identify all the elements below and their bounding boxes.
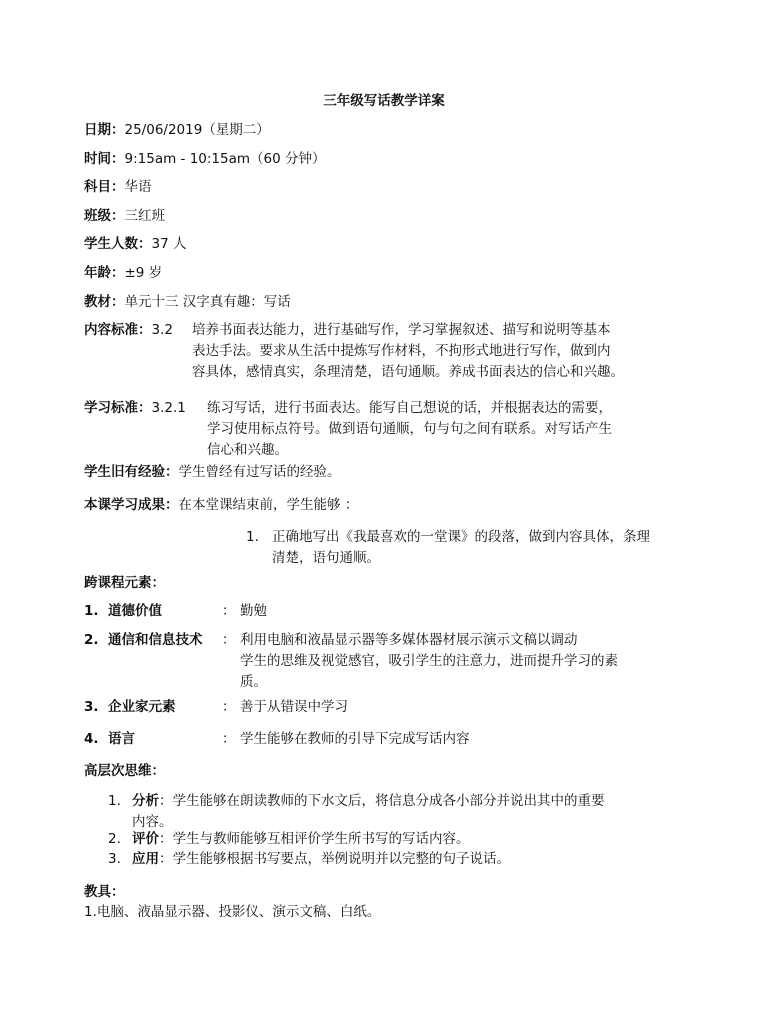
class-row (84, 206, 165, 226)
outcomes-intro: 在本堂课结束前，学生能够 ： (178, 497, 359, 513)
date-label: 日期： (84, 122, 125, 138)
higher-order-label: 高层次思维： (84, 763, 165, 779)
teaching-aids-value: 1.电脑、液晶显示器、投影仪、演示文稿、白纸。 (84, 904, 381, 920)
content-standard-line: 培养书面表达能力，进行基础写作，学习掌握叙述、描写和说明等基本 (192, 322, 611, 338)
higher-order-item-label: 评价 (132, 831, 159, 847)
date-value: 25/06/2019（星期二） (124, 122, 270, 138)
higher-order-item-label: 应用 (132, 851, 159, 867)
outcomes-label: 本课学习成果： (84, 497, 179, 513)
cross-item-number: 3. (84, 699, 99, 715)
prior-experience-label: 学生旧有经验： (84, 464, 179, 480)
cross-item-2 (84, 630, 99, 650)
learning-standard-line: 信心和兴趣。 (207, 442, 288, 458)
cross-item-line: 利用电脑和液晶显示器等多媒体器材展示演示文稿以调动 (240, 632, 578, 648)
learning-standard-text (207, 398, 687, 461)
higher-order-item-text: ：学生与教师能够互相评价学生所书写的写话内容。 (159, 831, 470, 847)
cross-item-number: 4. (84, 731, 99, 747)
age-label: 年龄： (84, 265, 125, 281)
outcomes-item-text (272, 527, 712, 569)
learning-standard-label-row (84, 398, 186, 418)
higher-order-number: 1. (108, 793, 121, 809)
learning-standard-line: 练习写话，进行书面表达。能写自己想说的话，并根据表达的需要， (207, 400, 612, 416)
cross-item-label: 语言 (108, 731, 135, 747)
higher-order-item-2 (132, 829, 692, 850)
age-row (84, 263, 162, 283)
outcomes-line: 清楚，语句通顺。 (272, 550, 380, 566)
subject-label: 科目： (84, 179, 125, 195)
subject-row (84, 177, 152, 197)
cross-item-text: 学生能够在教师的引导下完成写话内容 (240, 731, 470, 747)
outcomes-row (84, 495, 358, 515)
cross-item-number: 2. (84, 632, 99, 648)
cross-item-label: 企业家元素 (108, 699, 176, 715)
cross-item-1 (84, 601, 99, 621)
document-title: 三年级写话教学详案 (323, 93, 445, 109)
time-row (84, 149, 326, 169)
higher-order-number: 3. (108, 851, 121, 867)
outcomes-item-number: 1. (246, 529, 259, 545)
cross-item-colon: ： (222, 632, 236, 648)
cross-item-number: 1. (84, 603, 99, 619)
students-row (84, 234, 186, 254)
cross-item-3 (84, 697, 99, 717)
content-standard-line: 容具体，感情真实，条理清楚，语句通顺。养成书面表达的信心和兴趣。 (192, 364, 624, 380)
cross-item-label: 道德价值 (108, 603, 162, 619)
material-label: 教材： (84, 294, 125, 310)
higher-order-item-label: 分析 (132, 793, 159, 809)
higher-order-heading (84, 761, 165, 781)
learning-standard-label: 学习标准： (84, 400, 152, 416)
higher-order-item-3 (132, 849, 692, 870)
prior-experience-value: 学生曾经有过写话的经验。 (178, 464, 341, 480)
content-standard-text (192, 320, 692, 383)
content-standard-label: 内容标准： (84, 322, 152, 338)
outcomes-line: 正确地写出《我最喜欢的一堂课》的段落，做到内容具体，条理 (272, 529, 650, 545)
cross-item-colon: ： (222, 731, 236, 747)
students-label: 学生人数： (84, 236, 152, 252)
cross-item-line: 学生的思维及视觉感官，吸引学生的注意力，进而提升学习的素 (240, 653, 618, 669)
cross-item-text (240, 630, 700, 693)
class-value: 三红班 (124, 208, 165, 224)
cross-curricular-label: 跨课程元素： (84, 575, 165, 591)
material-value: 单元十三 汉字真有趣：写话 (124, 294, 291, 310)
class-label: 班级： (84, 208, 125, 224)
cross-curricular-heading (84, 573, 165, 593)
higher-order-item-text: ：学生能够根据书写要点，举例说明并以完整的句子说话。 (159, 851, 510, 867)
cross-item-4 (84, 729, 99, 749)
learning-standard-line: 学习使用标点符号。做到语句通顺，句与句之间有联系。对写话产生 (207, 421, 612, 437)
higher-order-item-cont: 内容。 (132, 814, 173, 830)
cross-item-colon: ： (222, 699, 236, 715)
cross-item-label: 通信和信息技术 (108, 632, 203, 648)
cross-item-line: 质。 (240, 674, 267, 690)
cross-item-colon: ： (222, 603, 236, 619)
content-standard-label-row (84, 320, 173, 340)
learning-standard-code: 3.2.1 (151, 400, 186, 416)
higher-order-item-text: ：学生能够在朗读教师的下水文后，将信息分成各小部分并说出其中的重要 (159, 793, 605, 809)
content-standard-code: 3.2 (151, 322, 173, 338)
material-row (84, 292, 291, 312)
prior-experience-row (84, 462, 341, 482)
higher-order-number: 2. (108, 831, 121, 847)
teaching-aids-heading (84, 882, 125, 902)
time-value: 9:15am - 10:15am（60 分钟） (124, 151, 326, 167)
content-standard-line: 表达手法。要求从生活中提炼写作材料，不拘形式地进行写作，做到内 (192, 343, 611, 359)
date-row (84, 120, 270, 140)
teaching-aids-label: 教具： (84, 884, 125, 900)
subject-value: 华语 (124, 179, 152, 195)
age-value: ±9 岁 (124, 265, 163, 281)
cross-item-text: 善于从错误中学习 (240, 699, 348, 715)
higher-order-item-1 (132, 791, 692, 833)
cross-item-text: 勤勉 (240, 603, 267, 619)
time-label: 时间： (84, 151, 125, 167)
students-value: 37 人 (151, 236, 187, 252)
